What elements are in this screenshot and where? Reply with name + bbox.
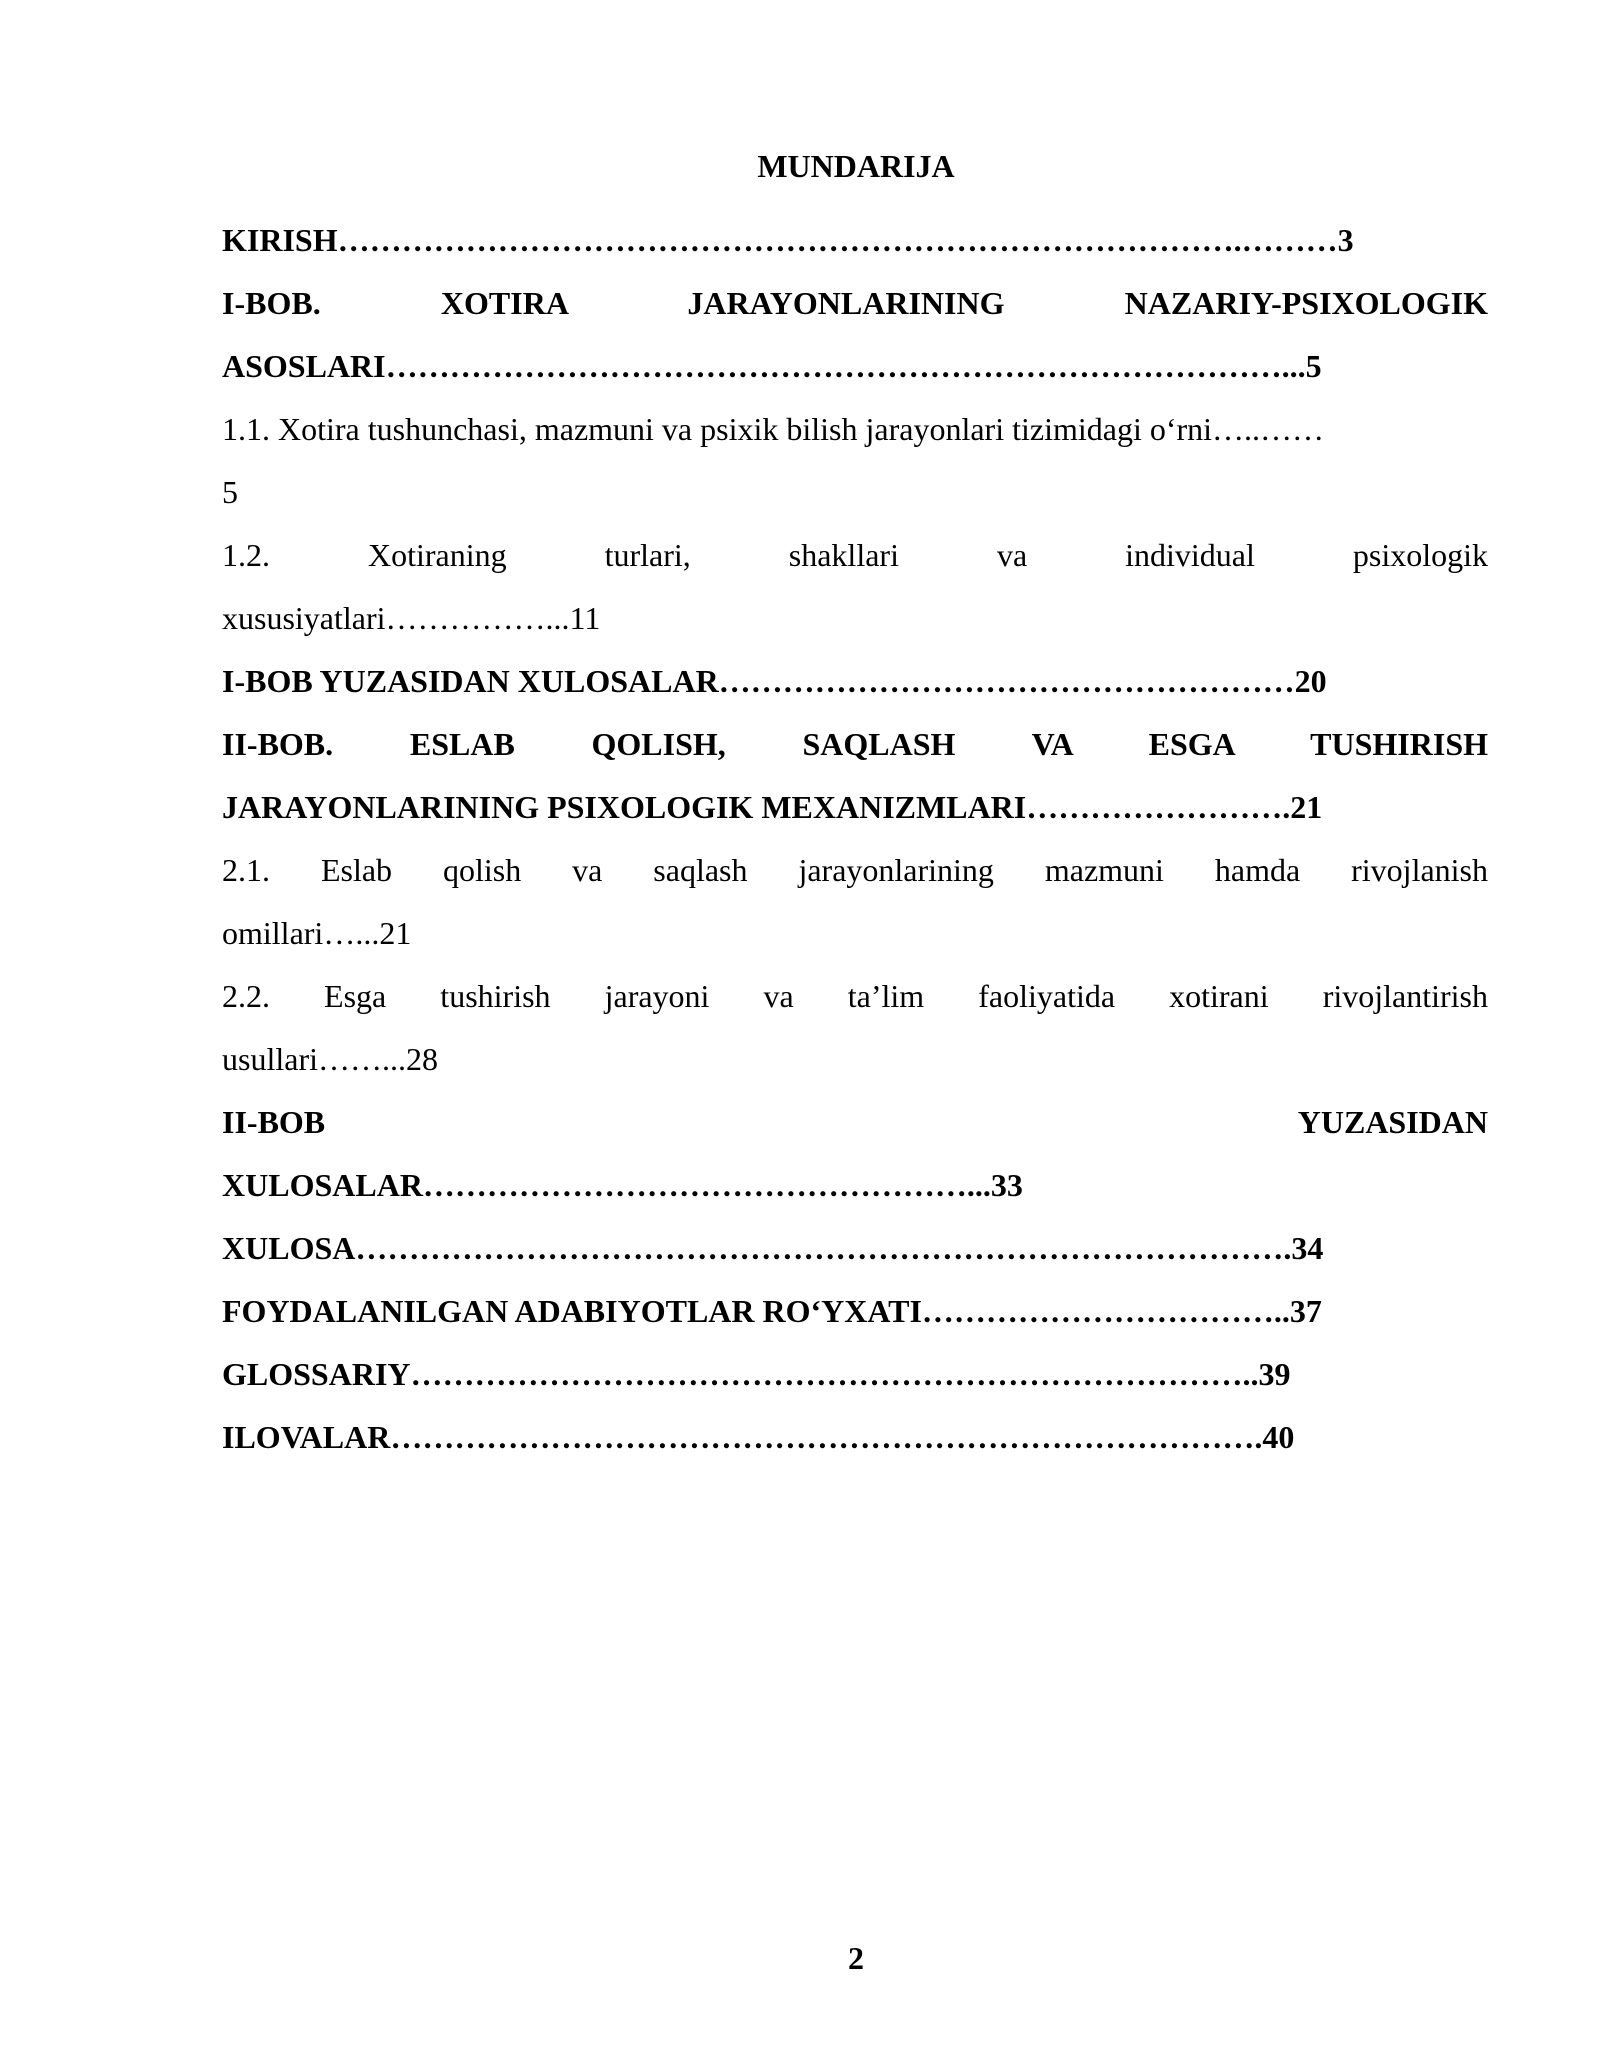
toc-entry-section-1-2: 1.2. Xotiraning turlari, shakllari va individual psixologik (222, 537, 1488, 573)
toc-entry-appendices: ILOVALAR……………………………………………………………………….40 (222, 1419, 1295, 1455)
page-title: MUNDARIJA (757, 148, 955, 184)
toc-entry-chapter-2-conclusions: II-BOB YUZASIDAN (222, 1104, 1488, 1140)
toc-entry-section-1-1-page: 5 (222, 474, 238, 510)
toc-entry-glossary: GLOSSARIY……………………………………………………………………..39 (222, 1356, 1291, 1392)
toc-entry-chapter-2-conclusions-continued: XULOSALAR……………………………………………...33 (222, 1167, 1023, 1203)
table-of-contents (222, 209, 1488, 1469)
toc-entry-section-2-1-continued: omillari…...21 (222, 915, 412, 951)
toc-entry-section-2-1: 2.1. Eslab qolish va saqlash jarayonlarining mazmuni hamda rivojlanish (222, 852, 1488, 888)
toc-entry-section-2-2-continued: usullari……...28 (222, 1041, 438, 1077)
toc-entry-section-1-1: 1.1. Xotira tushunchasi, mazmuni va psixik bilish jarayonlari tizimidagi o‘rni…..…… (222, 411, 1325, 447)
toc-entry-chapter-1-conclusions: I-BOB YUZASIDAN XULOSALAR………………………………………………20 (222, 663, 1327, 699)
toc-entry-chapter-2-title: II-BOB. ESLAB QOLISH, SAQLASH VA ESGA TUSHIRISH (222, 726, 1488, 762)
toc-entry-section-1-2-continued: xususiyatlari……………...11 (222, 600, 601, 636)
toc-entry-references: FOYDALANILGAN ADABIYOTLAR RO‘YXATI……………………………..37 (222, 1293, 1322, 1329)
page-number: 2 (848, 1940, 864, 1976)
toc-entry-xulosa: XULOSA…………………………………………………………………………….34 (222, 1230, 1324, 1266)
toc-entry-chapter-1-title-continued: ASOSLARI…………………………………………………………………………...5 (222, 348, 1322, 384)
toc-entry-chapter-1-title: I-BOB. XOTIRA JARAYONLARINING NAZARIY-PSIXOLOGIK (222, 285, 1488, 321)
toc-entry-chapter-2-title-continued: JARAYONLARINING PSIXOLOGIK MEXANIZMLARI…………………….21 (222, 789, 1323, 825)
toc-entry-section-2-2: 2.2. Esga tushirish jarayoni va ta’lim faoliyatida xotirani rivojlantirish (222, 978, 1488, 1014)
toc-entry-kirish: KIRISH………………………………………………………………………….………3 (222, 222, 1354, 258)
